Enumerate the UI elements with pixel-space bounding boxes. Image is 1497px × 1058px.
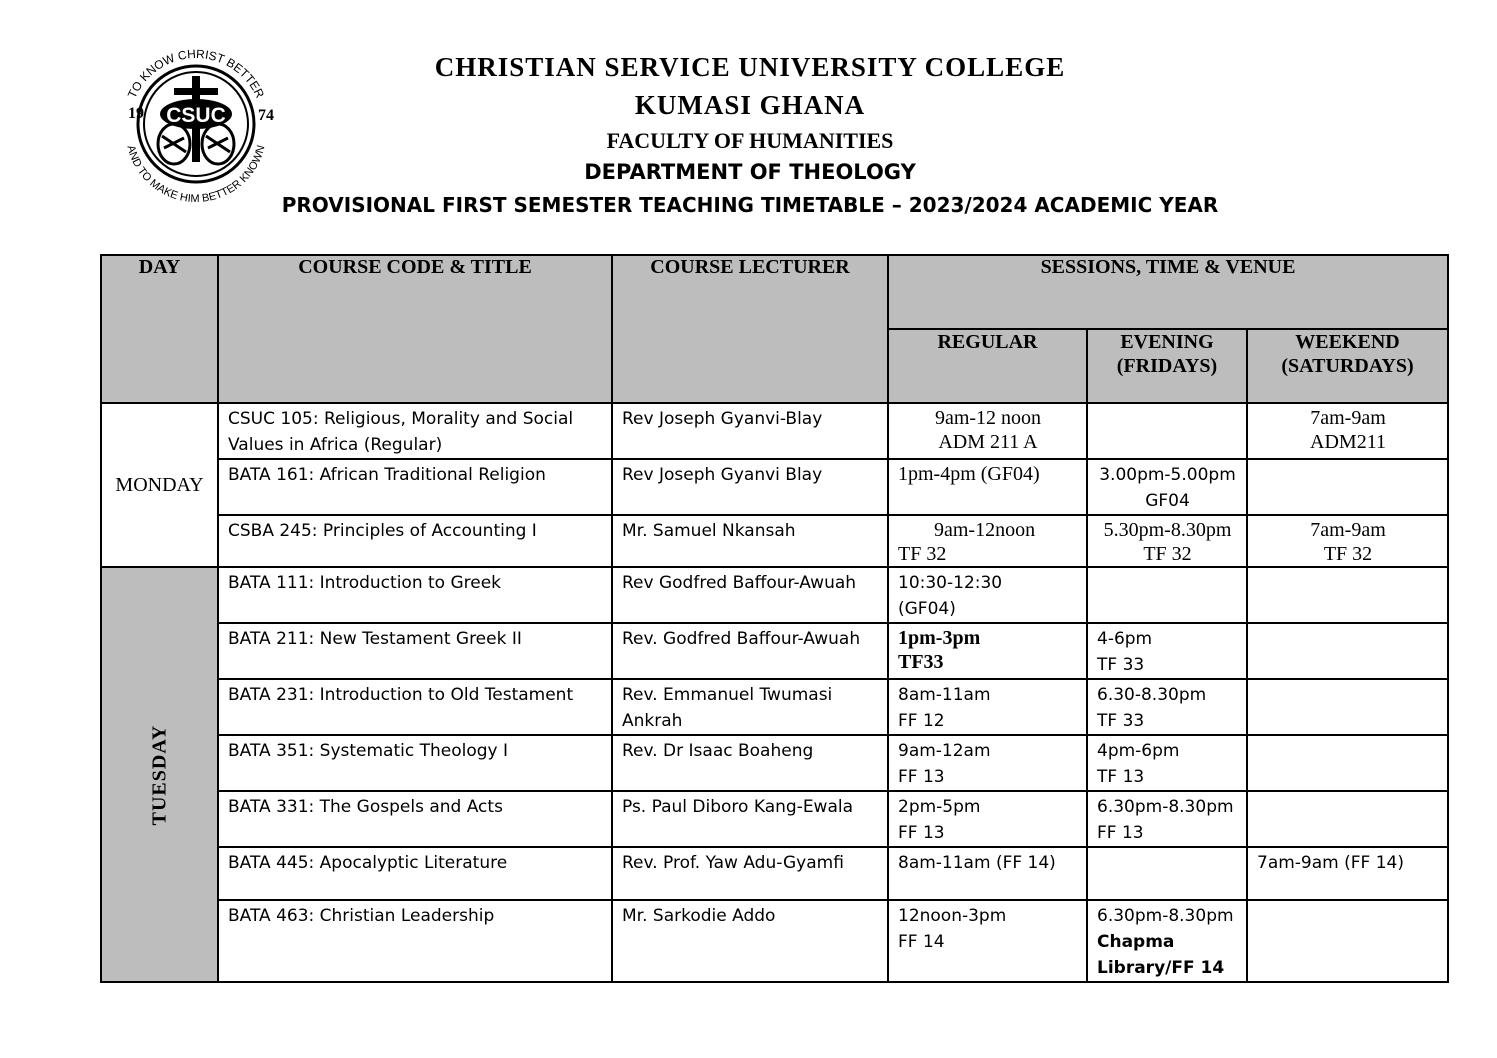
logo-motto-bottom: AND TO MAKE HIM BETTER KNOWN <box>124 144 268 206</box>
table-row <box>101 459 1448 515</box>
regular-cell: 9am-12noon TF 32 <box>888 515 1087 567</box>
header-evening: EVENING (FRIDAYS) <box>1087 329 1247 403</box>
header-sessions: SESSIONS, TIME & VENUE <box>888 255 1448 329</box>
location-title: KUMASI GHANA <box>634 90 866 120</box>
weekend-cell <box>1247 623 1448 679</box>
evening-cell: 6.30pm-8.30pm FF 13 <box>1087 791 1247 847</box>
weekend-cell: 7am-9am (FF 14) <box>1247 847 1448 900</box>
institution-title: CHRISTIAN SERVICE UNIVERSITY COLLEGE <box>434 52 1066 82</box>
course-cell: BATA 161: African Traditional Religion <box>218 459 612 515</box>
header-regular: REGULAR <box>888 329 1087 403</box>
regular-cell: 12noon-3pm FF 14 <box>888 900 1087 982</box>
lecturer-cell: Ps. Paul Diboro Kang-Ewala <box>612 791 888 847</box>
logo-year-right: 74 <box>258 107 274 124</box>
table-row <box>101 791 1448 847</box>
evening-cell: 6.30-8.30pm TF 33 <box>1087 679 1247 735</box>
logo-motto-top: TO KNOW CHRIST BETTER <box>124 46 268 101</box>
regular-cell: 1pm-3pm TF33 <box>888 623 1087 679</box>
evening-cell: 4-6pm TF 33 <box>1087 623 1247 679</box>
regular-cell: 8am-11am (FF 14) <box>888 847 1087 900</box>
table-row <box>101 735 1448 791</box>
table-row <box>101 567 1448 623</box>
logo-acronym: CSUC <box>166 104 226 127</box>
evening-cell: 3.00pm-5.00pm GF04 <box>1087 459 1247 515</box>
table-row <box>101 847 1448 900</box>
header-lecturer: COURSE LECTURER <box>612 255 888 403</box>
timetable <box>100 254 1449 983</box>
lecturer-cell: Rev Joseph Gyanvi-Blay <box>612 403 888 459</box>
table-row <box>101 623 1448 679</box>
evening-cell: 4pm-6pm TF 13 <box>1087 735 1247 791</box>
lecturer-cell: Rev. Dr Isaac Boaheng <box>612 735 888 791</box>
lecturer-cell: Rev. Emmanuel Twumasi Ankrah <box>612 679 888 735</box>
course-cell: BATA 211: New Testament Greek II <box>218 623 612 679</box>
lecturer-cell: Mr. Samuel Nkansah <box>612 515 888 567</box>
day-monday: MONDAY <box>101 403 218 567</box>
regular-cell: 1pm-4pm (GF04) <box>888 459 1087 515</box>
weekend-cell <box>1247 567 1448 623</box>
lecturer-cell: Rev Godfred Baffour-Awuah <box>612 567 888 623</box>
department-title: DEPARTMENT OF THEOLOGY <box>584 160 916 184</box>
header-weekend: WEEKEND (SATURDAYS) <box>1247 329 1448 403</box>
regular-cell: 10:30-12:30 (GF04) <box>888 567 1087 623</box>
course-cell: CSUC 105: Religious, Morality and Social Values in Africa (Regular) <box>218 403 612 459</box>
regular-cell: 9am-12 noon ADM 211 A <box>888 403 1087 459</box>
header-day: DAY <box>101 255 218 403</box>
evening-cell <box>1087 403 1247 459</box>
weekend-cell: 7am-9am TF 32 <box>1247 515 1448 567</box>
table-row <box>101 679 1448 735</box>
weekend-cell <box>1247 900 1448 982</box>
logo-year-left: 19 <box>128 105 144 122</box>
regular-cell: 2pm-5pm FF 13 <box>888 791 1087 847</box>
weekend-cell <box>1247 459 1448 515</box>
course-cell: BATA 463: Christian Leadership <box>218 900 612 982</box>
header-course: COURSE CODE & TITLE <box>218 255 612 403</box>
evening-cell <box>1087 567 1247 623</box>
course-cell: BATA 111: Introduction to Greek <box>218 567 612 623</box>
table-row <box>101 515 1448 567</box>
regular-cell: 8am-11am FF 12 <box>888 679 1087 735</box>
lecturer-cell: Rev Joseph Gyanvi Blay <box>612 459 888 515</box>
course-cell: BATA 351: Systematic Theology I <box>218 735 612 791</box>
course-cell: BATA 231: Introduction to Old Testament <box>218 679 612 735</box>
weekend-cell <box>1247 791 1448 847</box>
evening-cell <box>1087 847 1247 900</box>
course-cell: CSBA 245: Principles of Accounting I <box>218 515 612 567</box>
weekend-cell <box>1247 735 1448 791</box>
weekend-cell <box>1247 679 1448 735</box>
lecturer-cell: Rev. Prof. Yaw Adu-Gyamfi <box>612 847 888 900</box>
lecturer-cell: Mr. Sarkodie Addo <box>612 900 888 982</box>
weekend-cell: 7am-9am ADM211 <box>1247 403 1448 459</box>
day-tuesday: TUESDAY <box>101 567 218 982</box>
document-title: PROVISIONAL FIRST SEMESTER TEACHING TIMETABLE – 2023/2024 ACADEMIC YEAR <box>281 193 1219 217</box>
lecturer-cell: Rev. Godfred Baffour-Awuah <box>612 623 888 679</box>
table-row <box>101 900 1448 982</box>
table-row <box>101 403 1448 459</box>
regular-cell: 9am-12am FF 13 <box>888 735 1087 791</box>
evening-cell: 6.30pm-8.30pm Chapma Library/FF 14 <box>1087 900 1247 982</box>
course-cell: BATA 445: Apocalyptic Literature <box>218 847 612 900</box>
evening-cell: 5.30pm-8.30pm TF 32 <box>1087 515 1247 567</box>
faculty-title: FACULTY OF HUMANITIES <box>606 128 894 153</box>
course-cell: BATA 331: The Gospels and Acts <box>218 791 612 847</box>
